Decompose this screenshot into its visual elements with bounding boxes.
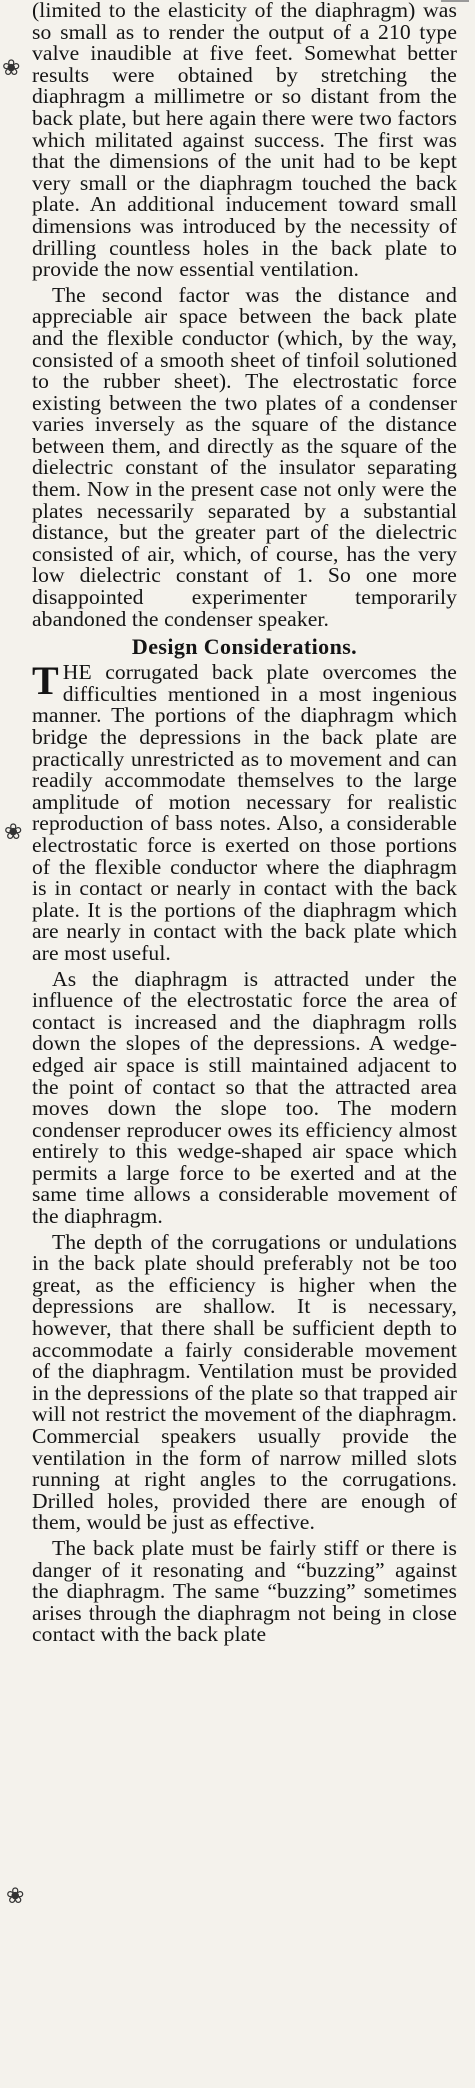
margin-tick-mark-icon: ❀ (2, 56, 21, 81)
page-edge-mark (441, 0, 469, 8)
drop-cap: T (32, 658, 59, 704)
section-heading: Design Considerations. (131, 634, 358, 660)
paragraph-design-1 (32, 658, 457, 965)
margin-tick-mark-icon: ❀ (4, 820, 23, 845)
margin-tick-mark-icon: ❀ (6, 1884, 25, 1909)
paragraph-intro-2: The second factor was the distance and appreciable air space between the back plate and the flexible conductor (which, by the way, consisted of a smooth sheet of tinfoil solutioned to the rubber sheet). The electrostatic force existing between the two plates of a condenser varies inversely as the square of the distance between them, and directly as the square of the dielectric constant of the insulator separating them. Now in the present case not only were the plates necessarily separated by a substantial distance, but the greater part of the dielectric consisted of air, which, of course, has the very low dielectric constant of 1. So one more disappointed experimenter temporarily abandoned the condenser speaker. (32, 282, 457, 631)
paragraph-design-2: As the diaphragm is attracted under the influence of the electrostatic force the area of contact is increased and the diaphragm rolls down the slopes of the depressions. A wedge-edged air space is still maintained adjacent to the point of contact so that the attracted area moves down the slope too. The modern condenser reproducer owes its efficiency almost entirely to this wedge-shaped air space which permits a large force to be exerted and at the same time allows a considerable movement of the diaphragm. (32, 966, 457, 1229)
paragraph-design-4: The back plate must be fairly stiff or there is danger of it resonating and “buzzing” against the diaphragm. The same “buzzing” sometimes arises through the diaphragm not being in close contact with the back plate (32, 1535, 457, 1647)
paragraph-intro-1: (limited to the elasticity of the diaphragm) was so small as to render the output of a 210 type valve inaudible at five feet. Somewhat better results were obtained by stretching the diaphragm a millimetre or so distant from the back plate, but here again there were two factors which militated against success. The first was that the dimensions of the unit had to be kept very small or the diaphragm touched the back plate. An additional inducement toward small dimensions was introduced by the necessity of drilling countless holes in the back plate to provide the now essential ventilation. (32, 0, 457, 282)
paragraph-design-3: The depth of the corrugations or undulations in the back plate should preferably not be too great, as the efficiency is higher when the depressions are shallow. It is necessary, however, that there shall be sufficient depth to accommodate a fairly considerable movement of the diaphragm. Ventilation must be provided in the depressions of the plate so that trapped air will not restrict the movement of the diaphragm. Commercial speakers usually provide the ventilation in the form of narrow milled slots running at right angles to the corrugations. Drilled holes, provided there are enough of them, would be just as effective. (32, 1229, 457, 1535)
paragraph-design-1-text: HE corrugated back plate overcomes the difficulties mentioned in a most ingenious manner. The portions of the diaphragm which bridge the depressions in the back plate are practically unrestricted as to movement and can readily accommodate themselves to the large amplitude of motion necessary for realistic reproduction of bass notes. Also, a considerable electrostatic force is exerted on those portions of the flexible conductor where the diaphragm is in contact or nearly in contact with the back plate. It is the portions of the diaphragm which are nearly in contact with the back plate which are most useful. (32, 660, 457, 965)
